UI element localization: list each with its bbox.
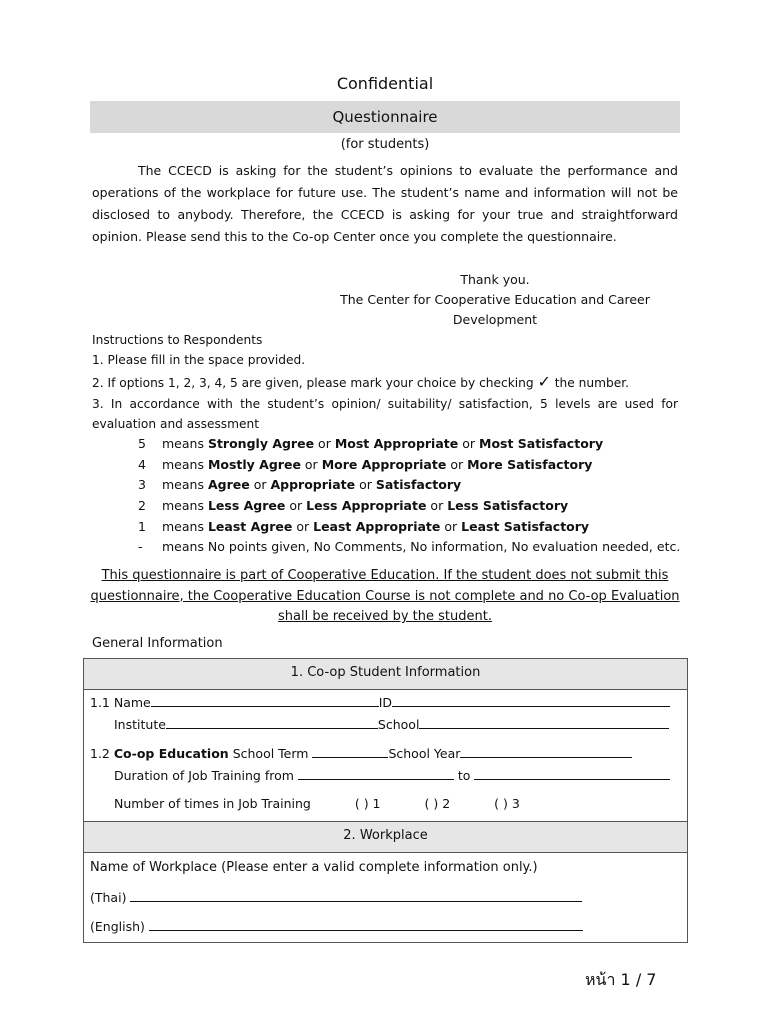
thanks-text: Thank you. (460, 272, 530, 287)
check-mark-icon: ✓ (537, 372, 551, 391)
subtitle: (for students) (340, 137, 430, 152)
english-name-field[interactable] (149, 918, 583, 931)
questionnaire-title: Questionnaire (332, 108, 438, 126)
times-row: Number of times in Job Training ( ) 1 ( ) 2 ( ) 3 (114, 796, 520, 811)
times-option-1[interactable]: ( ) 1 (354, 796, 381, 811)
instruction-3: 3. In accordance with the student’s opinion/ suitability/ satisfaction, 5 levels are used for evaluation and assessment (92, 397, 678, 431)
times-option-2[interactable]: ( ) 2 (424, 796, 451, 811)
level-3: 3 means Agree or Appropriate or Satisfactory (138, 477, 462, 492)
workplace-name-label: Name of Workplace (Please enter a valid complete information only.) (90, 860, 538, 875)
signoff-line2: Development (452, 312, 538, 327)
signoff (340, 270, 650, 330)
times-option-3[interactable]: ( ) 3 (494, 796, 520, 811)
id-field[interactable] (392, 694, 670, 707)
duration-from-field[interactable] (298, 767, 454, 780)
institute-row: Institute School (114, 716, 669, 732)
level-2: 2 means Less Agree or Less Appropriate or Less Satisfactory (138, 498, 569, 513)
level-4: 4 means Mostly Agree or More Appropriate or More Satisfactory (138, 457, 593, 472)
thai-row: (Thai) (90, 889, 582, 905)
page-number: หน้า 1 / 7 (585, 970, 657, 989)
name-row: 1.1 Name ID (90, 694, 670, 710)
instruction-1: 1. Please fill in the space provided. (92, 353, 306, 367)
info-table (83, 658, 688, 943)
instructions-title: Instructions to Respondents (92, 333, 263, 347)
section2-header: 2. Workplace (84, 821, 687, 853)
school-term-field[interactable] (312, 745, 388, 758)
intro-paragraph: The CCECD is asking for the student’s opinions to evaluate the performance and operations of the workplace for future use. The student’s name and information will not be disclosed to anybody. Therefore, the CCECD is asking for your true and straightforward opinion. Please send this to the Co-op Center once you complete the questionnaire. (92, 163, 678, 244)
level-none: - means No points given, No Comments, No information, No evaluation needed, etc. (138, 539, 681, 554)
instruction-2: 2. If options 1, 2, 3, 4, 5 are given, please mark your choice by checking ✓ the number. (92, 372, 629, 391)
duration-row: Duration of Job Training from to (114, 767, 670, 783)
school-field[interactable] (419, 716, 669, 729)
page-title: Confidential (336, 74, 434, 93)
level-1: 1 means Least Agree or Least Appropriate or Least Satisfactory (138, 519, 590, 534)
institute-field[interactable] (166, 716, 378, 729)
name-field[interactable] (151, 694, 379, 707)
duration-to-field[interactable] (474, 767, 670, 780)
section1-header: 1. Co-op Student Information (84, 659, 687, 690)
coop-row: 1.2 Co-op Education School Term School Year (90, 745, 632, 761)
english-row: (English) (90, 918, 583, 934)
general-info-label: General Information (92, 636, 223, 651)
school-year-field[interactable] (460, 745, 632, 758)
notice: This questionnaire is part of Cooperative Education. If the student does not submit this questionnaire, the Cooperative Education Course is not complete and no Co-op Evaluation shall be received by the student. (90, 568, 680, 624)
level-5: 5 means Strongly Agree or Most Appropriate or Most Satisfactory (138, 436, 604, 451)
thai-name-field[interactable] (130, 889, 582, 902)
signoff-line1: The Center for Cooperative Education and Career (340, 292, 650, 307)
